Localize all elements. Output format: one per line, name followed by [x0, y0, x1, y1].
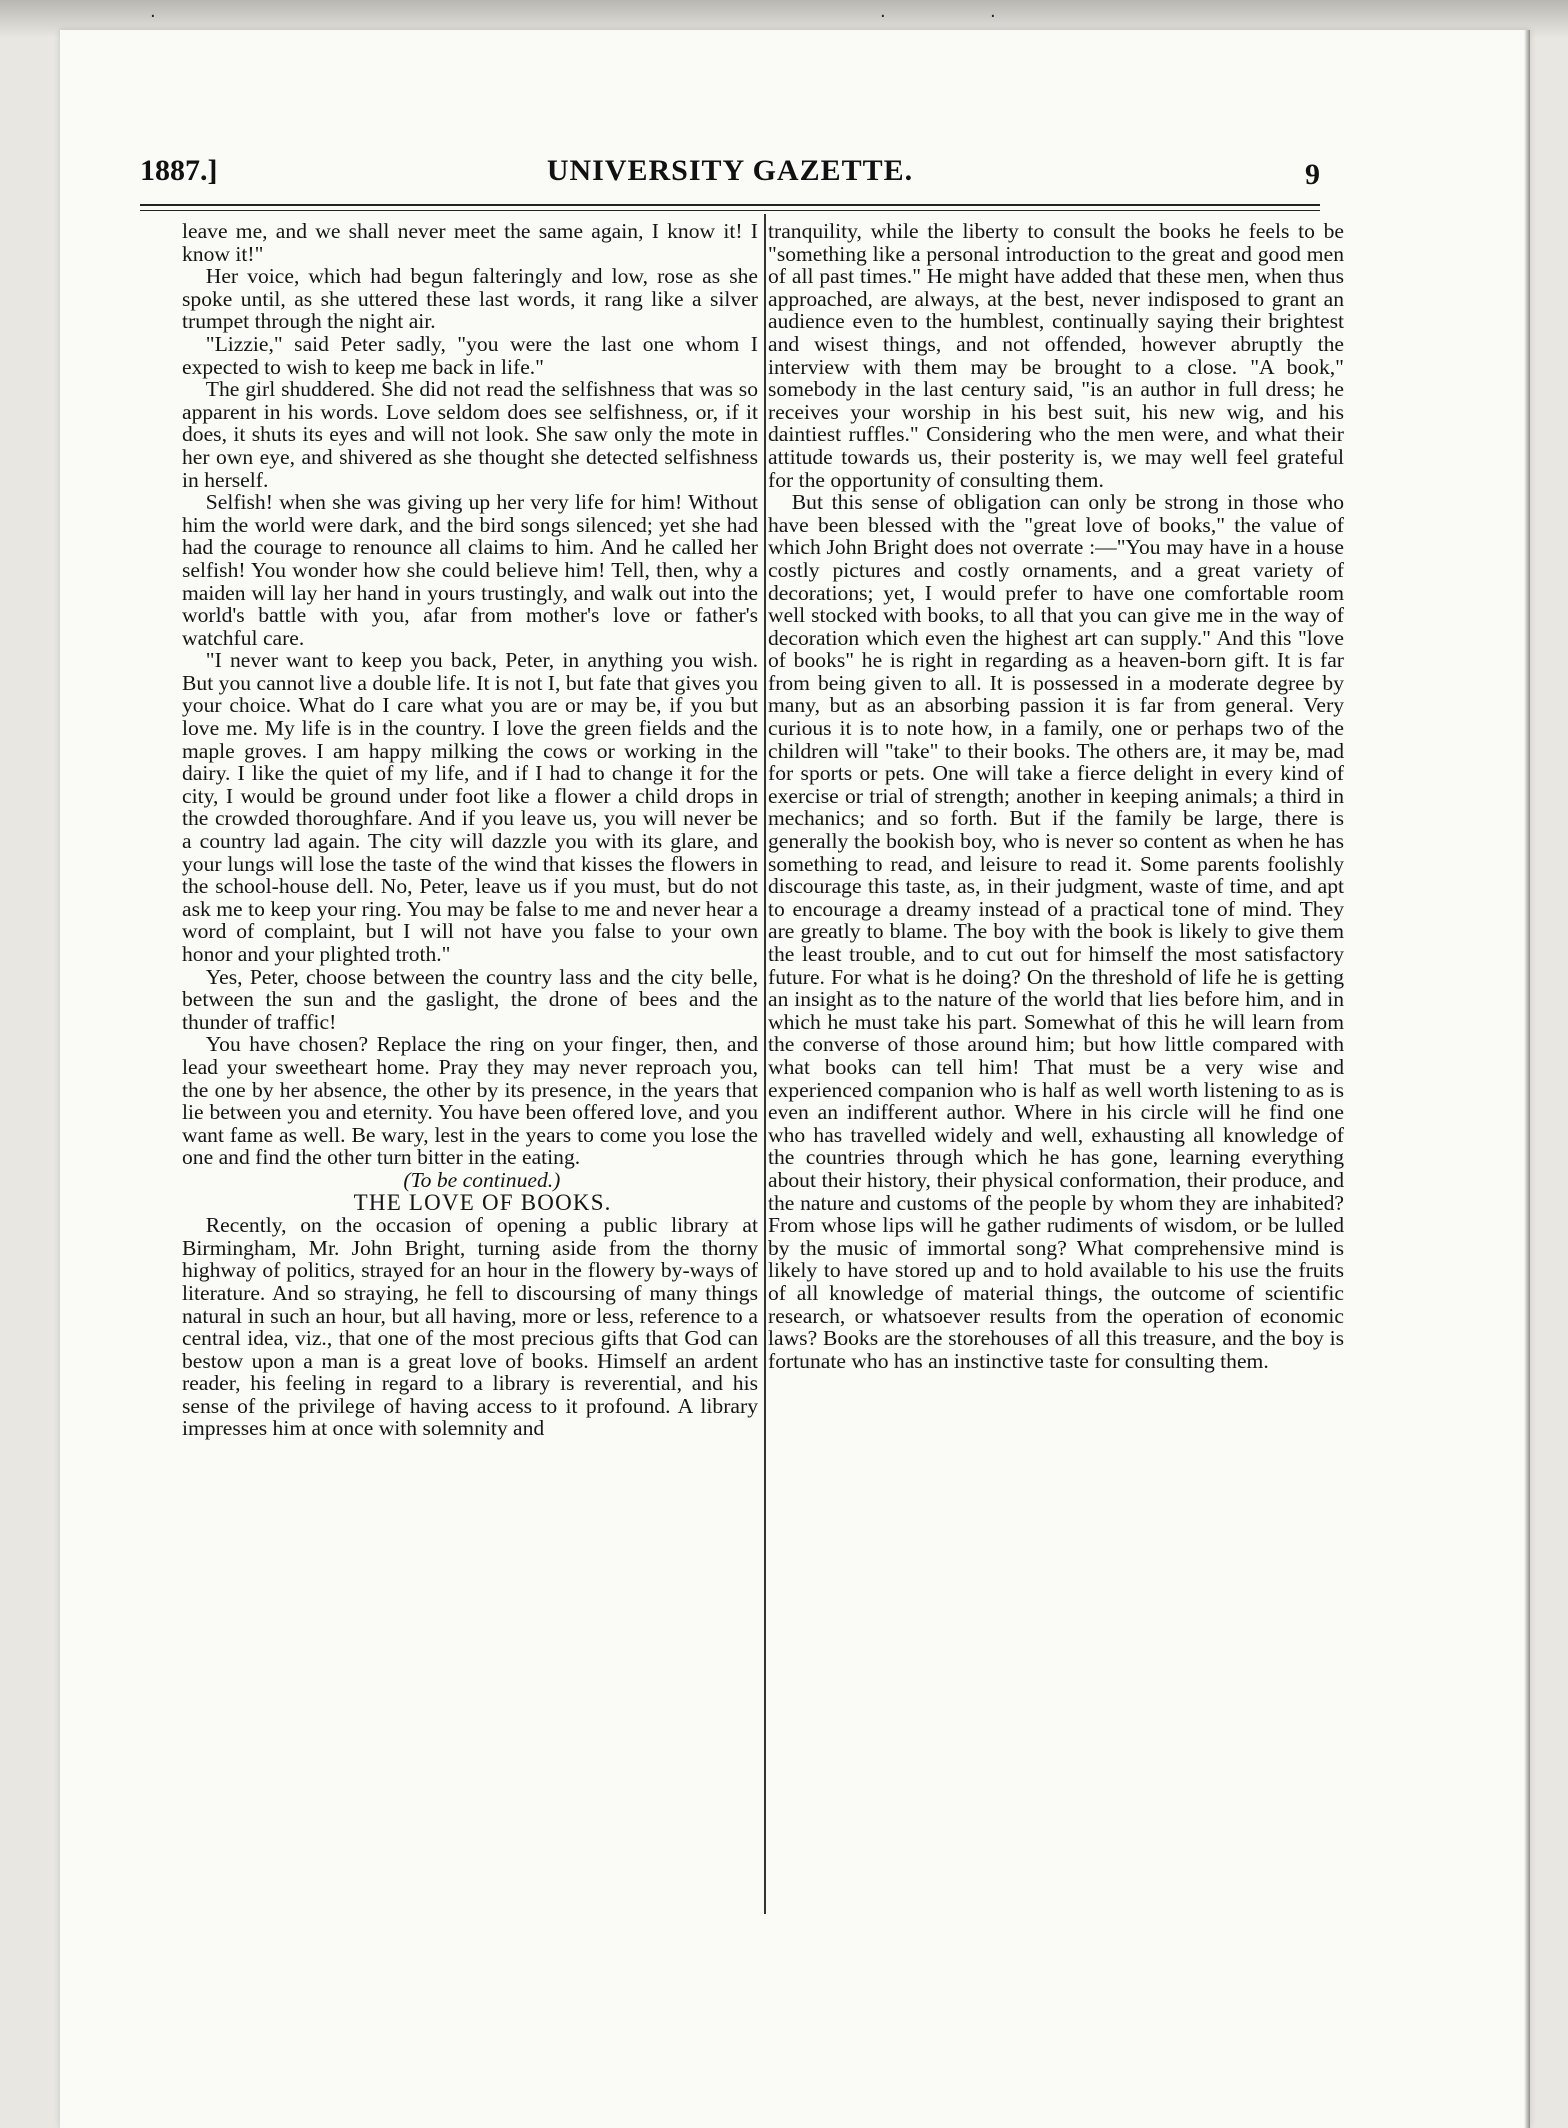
- scan-speck: ·: [880, 6, 886, 27]
- paragraph: The girl shuddered. She did not read the selfishness that was so apparent in his words. Love seldom does see selfishness, or, if it does, it shuts its eyes and will not look. She saw only the mote in her own eye, and shivered as she thought she detected selfishness in herself.: [182, 377, 758, 492]
- to-be-continued: (To be continued.): [403, 1167, 561, 1192]
- paragraph: "I never want to keep you back, Peter, in anything you wish. But you cannot live a double life. It is not I, but fate that gives you your choice. What do I care what you are or may be, if you but love me. My life is in the country. I love the green fields and the maple groves. I am happy milking the cows or working in the dairy. I like the quiet of my life, and if I had to change it for the city, I would be ground under foot like a flower a child drops in the crowded thoroughfare. And if you leave us, you will never be a country lad again. The city will dazzle you with its glare, and your lungs will lose the taste of the wind that kisses the flowers in the school-house dell. No, Peter, leave us if you must, but do not ask me to keep your ring. You may be false to me and never hear a word of complaint, but I will not have you false to your own honor and your plighted troth.": [182, 648, 758, 966]
- paragraph: Recently, on the occasion of opening a public library at Birmingham, Mr. John Bright, turning aside from the thorny highway of politics, strayed for an hour in the flowery by-ways of literature. And so straying, he fell to discoursing of many things natural in such an hour, but all having, more or less, reference to a central idea, viz., that one of the most precious gifts that God can bestow upon a man is a great love of books. Himself an ardent reader, his feeling in regard to a library is reverential, and his sense of the privilege of having access to it profound. A library impresses him at once with solemnity and: [182, 1213, 758, 1441]
- paragraph: But this sense of obligation can only be strong in those who have been blessed with the "great love of books," the value of which John Bright does not overrate :—"You may have in a house costly pictures and costly ornaments, and a great variety of decorations; yet, I would prefer to have one comfortable room well stocked with books, to all that you can give me in the way of decoration which even the highest art can supply." And this "love of books" he is right in regarding as a heaven-born gift. It is far from being given to all. It is possessed in a moderate degree by many, but as an absorbing passion it is far from general. Very curious it is to note how, in a family, one or perhaps two of the children will "take" to their books. The others are, it may be, mad for sports or pets. One will take a fierce delight in every kind of exercise or trial of strength; another in keeping animals; a third in mechanics; and so forth. But if the family be large, there is generally the bookish boy, who is never so content as when he has something to read, and leisure to read it. Some parents foolishly discourage this taste, as, in their judgment, waste of time, and apt to encourage a dreamy instead of a practical tone of mind. They are greatly to blame. The boy with the book is likely to give them the least trouble, and to cut out for himself the most satisfactory future. For what is he doing? On the threshold of life he is getting an insight as to the nature of the world that lies before him, and in which he must take his part. Somewhat of this he will learn from the converse of those around him; but how little compared with what books can tell him! That must be a very wise and experienced companion who is half as well worth listening to as is even an indifferent author. Where in his circle will he find one who has travelled widely and well, exhausting all knowledge of the countries through which he has gone, learning everything about their history, their physical conformation, their produce, and the nature and customs of the people by whom they are inhabited? From whose lips will he gather rudiments of wisdom, or be lulled by the music of immortal song? What comprehensive mind is likely to have stored up and to hold available to his use the fruits of all knowledge of material things, the outcome of scientific research, or whatsoever results from the operation of economic laws? Books are the storehouses of all this treasure, and the boy is fortunate who has an instinctive taste for consulting them.: [768, 490, 1344, 1373]
- page-number: 9: [1305, 158, 1320, 191]
- page-edge-shadow: [1524, 30, 1530, 2128]
- paragraph: Her voice, which had begun falteringly and low, rose as she spoke until, as she uttered these last words, it rang like a silver trumpet through the night air.: [182, 264, 758, 334]
- left-column: [182, 220, 758, 1910]
- header-rule-thin: [140, 210, 1320, 211]
- header-rule: [140, 204, 1320, 206]
- page-header: [140, 150, 1320, 198]
- header-title: UNIVERSITY GAZETTE.: [546, 154, 914, 187]
- paragraph: "Lizzie," said Peter sadly, "you were the last one whom I expected to wish to keep me back in life.": [182, 331, 758, 379]
- scan-speck: ·: [150, 6, 156, 27]
- scan-speck: ·: [990, 6, 996, 27]
- header-date: 1887.]: [140, 154, 218, 187]
- paragraph: tranquility, while the liberty to consult the books he feels to be "something like a personal introduction to the great and good men of all past times." He might have added that these men, when thus approached, are always, at the best, never indisposed to grant an audience even to the humblest, continually saying their brightest and wisest things, and not offended, however abruptly the interview with them may be brought to a close. "A book," somebody in the last century said, "is an author in full dress; he receives your worship in his best suit, his new wig, and his daintiest ruffles." Considering who the men were, and what their attitude towards us, their posterity is, we may well feel grateful for the opportunity of consulting them.: [768, 220, 1344, 492]
- paragraph: Yes, Peter, choose between the country lass and the city belle, between the sun and the gaslight, the drone of bees and the thunder of traffic!: [182, 964, 758, 1034]
- paragraph: You have chosen? Replace the ring on your finger, then, and lead your sweetheart home. Pray they may never reproach you, the one by her absence, the other by its presence, in the years that lie between you and eternity. You have been offered love, and you want fame as well. Be wary, lest in the years to come you lose the one and find the other turn bitter in the eating.: [182, 1032, 758, 1170]
- column-divider: [764, 214, 766, 1914]
- section-title: THE LOVE OF BOOKS.: [353, 1189, 612, 1215]
- paragraph: Selfish! when she was giving up her very life for him! Without him the world were dark, and the bird songs silenced; yet she had had the courage to renounce all claims to him. And he called her selfish! You wonder how she could believe him! Tell, then, why a maiden will lay her hand in yours trustingly, and walk out into the world's battle with you, afar from mother's love or father's watchful care.: [182, 490, 758, 650]
- right-column: [768, 220, 1344, 1910]
- paragraph: leave me, and we shall never meet the same again, I know it! I know it!": [182, 220, 758, 266]
